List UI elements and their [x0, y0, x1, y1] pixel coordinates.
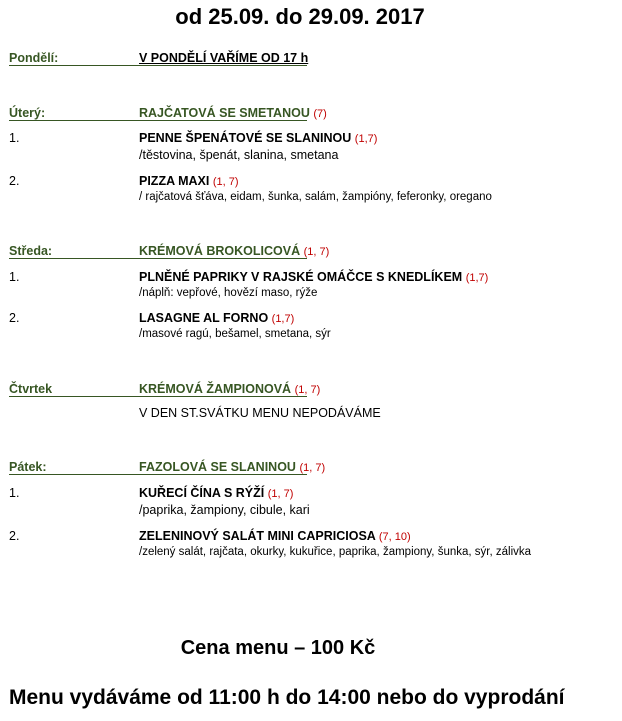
dish-description: /těstovina, špenát, slanina, smetana [139, 148, 339, 162]
allergen-codes: (1, 7) [299, 462, 326, 474]
tuesday-soup [139, 106, 327, 120]
allergen-codes: (1, 7) [267, 488, 294, 500]
soup-name: RAJČATOVÁ SE SMETANOU [139, 106, 310, 120]
dish-name [139, 174, 239, 188]
soup-name: KRÉMOVÁ ŽAMPIONOVÁ [139, 382, 292, 396]
day-underline [9, 474, 307, 475]
dish-description: /náplň: vepřové, hovězí maso, rýže [139, 287, 318, 299]
allergen-codes: (7) [313, 108, 327, 120]
allergen-codes: (1, 7) [212, 176, 239, 188]
menu-title: od 25.09. do 29.09. 2017 [175, 4, 425, 29]
soup-name: FAZOLOVÁ SE SLANINOU [139, 460, 296, 474]
allergen-codes: (1,7) [465, 272, 489, 284]
dish-description: / rajčatová šťáva, eidam, šunka, salám, žampióny, feferonky, oregano [139, 191, 492, 203]
dish-name [139, 131, 377, 145]
dish-title: KUŘECÍ ČÍNA S RÝŽÍ [139, 486, 265, 500]
day-label-tuesday: Úterý: [9, 106, 46, 120]
day-underline [9, 120, 307, 121]
serving-hours: Menu vydáváme od 11:00 h do 14:00 nebo do vyprodání [9, 686, 565, 709]
dish-title: PLNĚNÉ PAPRIKY V RAJSKÉ OMÁČCE S KNEDLÍKEM [139, 270, 463, 284]
thursday-soup [139, 382, 320, 396]
dish-description: /zelený salát, rajčata, okurky, kukuřice, paprika, žampiony, šunka, sýr, zálivka [139, 546, 532, 558]
dish-title: PIZZA MAXI [139, 174, 210, 188]
wednesday-soup [139, 244, 329, 258]
dish-description: /masové ragú, bešamel, smetana, sýr [139, 328, 331, 340]
dish-name [139, 270, 488, 284]
dish-name [139, 529, 411, 543]
day-underline [9, 396, 307, 397]
day-label-thursday: Čtvrtek [9, 382, 53, 396]
day-label-friday: Pátek: [9, 460, 47, 474]
menu-price: Cena menu – 100 Kč [180, 637, 376, 659]
dish-number: 2. [9, 529, 20, 543]
monday-note: V PONDĚLÍ VAŘÍME OD 17 h [139, 51, 309, 65]
thursday-note: V DEN ST.SVÁTKU MENU NEPODÁVÁME [139, 406, 381, 420]
dish-description: /paprika, žampiony, cibule, kari [139, 503, 310, 517]
allergen-codes: (1, 7) [303, 246, 330, 258]
allergen-codes: (1, 7) [294, 384, 321, 396]
allergen-codes: (7, 10) [378, 531, 411, 543]
dish-number: 2. [9, 311, 20, 325]
day-underline [9, 65, 307, 66]
dish-title: LASAGNE AL FORNO [139, 311, 269, 325]
dish-title: PENNE ŠPENÁTOVÉ SE SLANINOU [139, 131, 352, 145]
dish-name [139, 311, 294, 325]
allergen-codes: (1,7) [271, 313, 295, 325]
dish-number: 1. [9, 131, 20, 145]
day-underline [9, 258, 307, 259]
dish-number: 2. [9, 174, 20, 188]
day-label-wednesday: Středa: [9, 244, 53, 258]
dish-title: ZELENINOVÝ SALÁT MINI CAPRICIOSA [139, 529, 376, 543]
soup-name: KRÉMOVÁ BROKOLICOVÁ [139, 244, 301, 258]
day-label-monday: Pondělí: [9, 51, 59, 65]
dish-number: 1. [9, 270, 20, 284]
dish-name [139, 486, 293, 500]
dish-number: 1. [9, 486, 20, 500]
allergen-codes: (1,7) [354, 133, 378, 145]
friday-soup [139, 460, 325, 474]
